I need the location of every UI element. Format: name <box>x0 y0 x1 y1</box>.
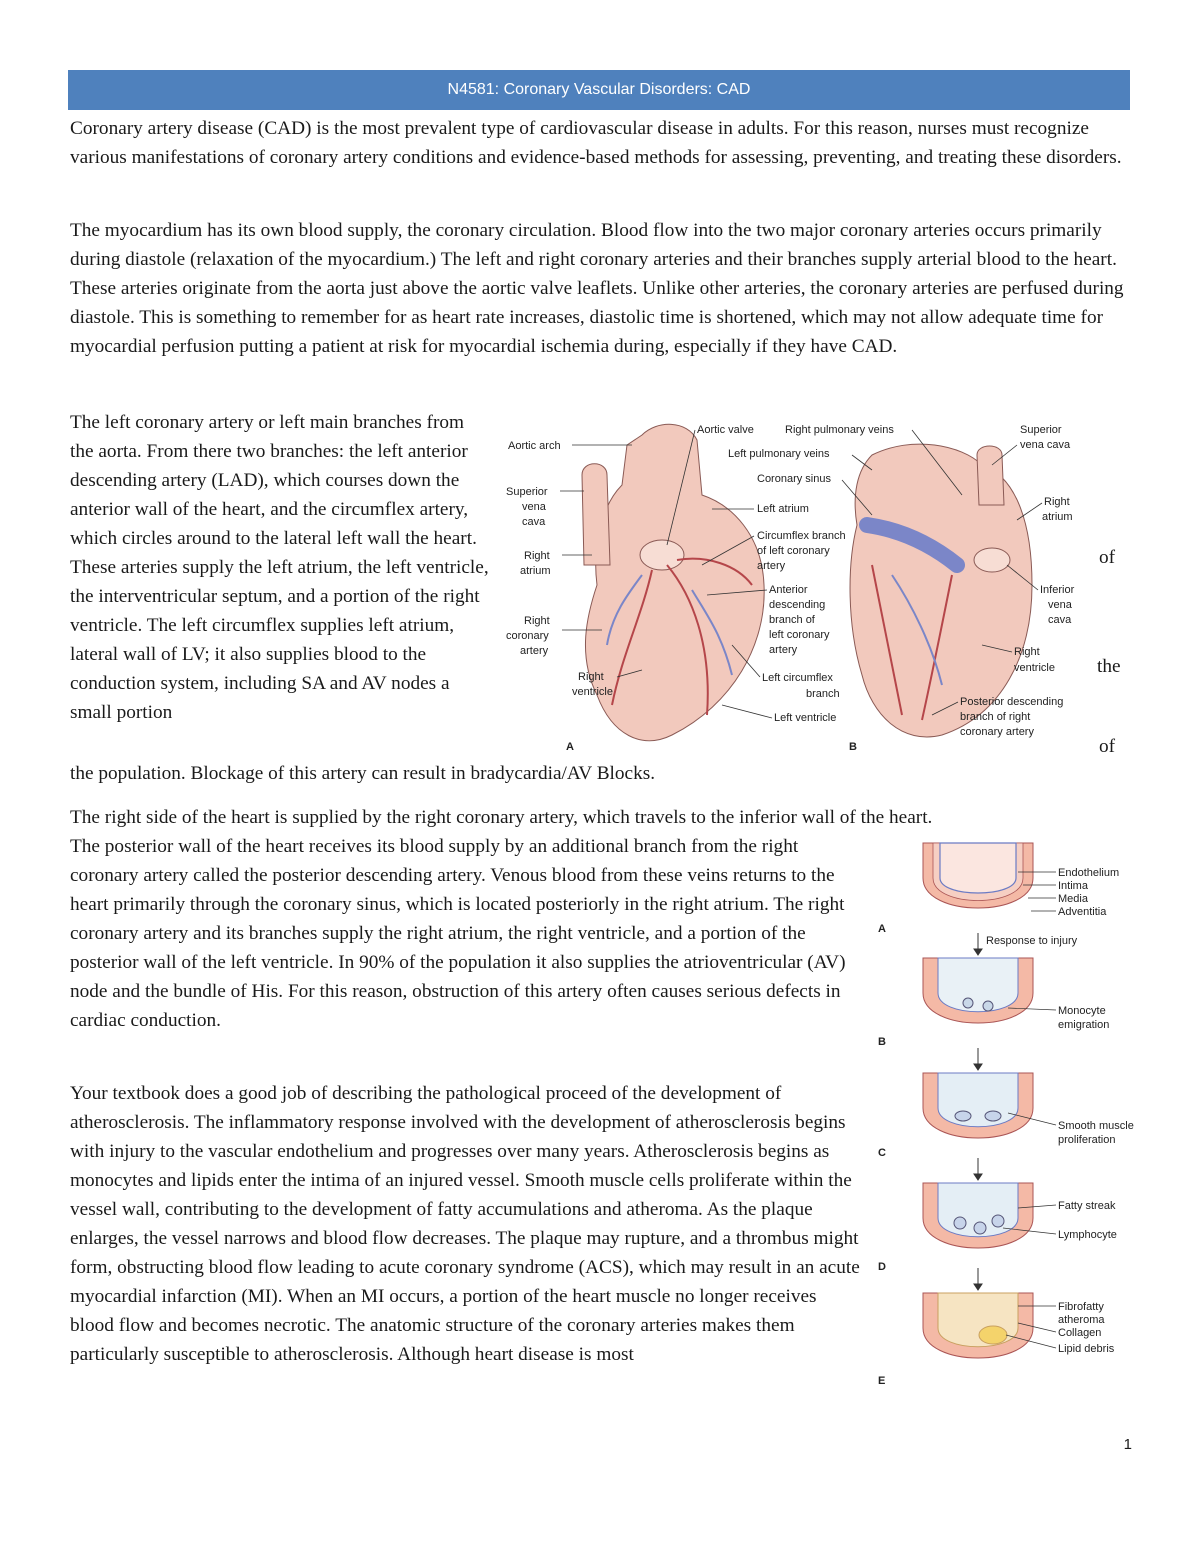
document-title: N4581: Coronary Vascular Disorders: CAD <box>447 81 751 98</box>
athero-panel-a: A <box>878 923 886 935</box>
athero-panel-e: E <box>878 1375 886 1387</box>
athero-panel-c: C <box>878 1147 886 1159</box>
label-right-pulmonary-veins: Right pulmonary veins <box>785 424 894 436</box>
label-inferior-vena-cava-2: vena <box>1048 599 1072 611</box>
label-fibrofatty-2: atheroma <box>1058 1314 1105 1326</box>
paragraph-left-coronary-a: The left coronary artery or left main branches from the aorta. From there two branches: the left anterior descending artery (LAD), which courses down the anterior wall of the heart, and the circumflex artery, which circles around to the lateral left wall <box>70 412 469 549</box>
stage-c-vessel <box>923 1073 1033 1138</box>
heart-posterior-view <box>850 444 1032 737</box>
label-superior-vena-cava-a1: Superior <box>506 486 548 498</box>
page-number: 1 <box>1123 1436 1132 1453</box>
label-anterior-5: artery <box>769 644 798 656</box>
label-right-ventricle-a1: Right <box>578 671 604 683</box>
label-anterior-2: descending <box>769 599 826 611</box>
label-circumflex-1: Circumflex branch <box>757 530 846 542</box>
label-left-ventricle: Left ventricle <box>774 712 837 724</box>
athero-panel-b: B <box>878 1036 886 1048</box>
label-right-coronary-a3: artery <box>520 645 549 657</box>
label-adventitia: Adventitia <box>1058 906 1107 918</box>
paragraph-left-coronary-c: left atrium, lateral wall of LV; it also supplies blood to the conduction system, including SA and AV nodes a small portion <box>70 615 455 723</box>
label-circumflex-3: artery <box>757 560 786 572</box>
label-response-to-injury: Response to injury <box>986 935 1078 947</box>
paragraph-right-coronary: The posterior wall of the heart receives its blood supply by an additional branch from the right coronary artery called the posterior descending artery. Venous blood from these veins returns to the heart primarily through the coronary sinus, which is located posteriorly in the right atrium. The right coronary artery and its branches supply the right atrium, the right ventricle, and a portion of the posterior wall of the left ventricle. In 90% of the population it also supplies the atrioventricular (AV) node and the bundle of His. For this reason, obstruction of this artery often causes serious defects in cardiac conduction. <box>70 836 846 1031</box>
label-superior-vena-cava-b1: Superior <box>1020 424 1062 436</box>
label-media: Media <box>1058 893 1088 905</box>
label-right-ventricle-b2: ventricle <box>1014 662 1055 674</box>
label-endothelium: Endothelium <box>1058 867 1120 879</box>
document-title-bar <box>68 70 1130 110</box>
label-right-atrium-a1: Right <box>524 550 550 562</box>
label-inferior-vena-cava-3: cava <box>1048 614 1072 626</box>
label-anterior-1: Anterior <box>769 584 808 596</box>
label-superior-vena-cava-a2: vena <box>522 501 546 513</box>
atherosclerosis-stages-figure <box>868 838 1158 1398</box>
paragraph-atherosclerosis: Your textbook does a good job of describing the pathological proceed of the development of atherosclerosis. The inflammatory response involved with the development of atherosclerosis begins with injury to the vascular endothelium and progresses over many years. Atherosclerosis begins as monocytes and lipids enter the intima of an injured vessel. Smooth muscle cells proliferate within the vessel wall, contributing to the development of fatty accumulations and atheroma. As the plaque enlarges, the vessel narrows and blood flow decreases. The plaque may rupture, and a thrombus might form, obstructing blood flow leading to acute coronary syndrome (ACS), which may result in an acute myocardial infarction (MI). When an MI occurs, a portion of the heart muscle no longer receives blood flow and becomes necrotic. The anatomic structure of the coronary arteries makes them particularly susceptible to atherosclerosis. Although heart disease is most <box>70 1083 860 1365</box>
justified-word-of-2: of <box>1099 736 1116 757</box>
label-lymphocyte: Lymphocyte <box>1058 1229 1117 1241</box>
label-inferior-vena-cava-1: Inferior <box>1040 584 1075 596</box>
label-right-atrium-a2: atrium <box>520 565 551 577</box>
label-coronary-sinus: Coronary sinus <box>757 473 831 485</box>
label-collagen: Collagen <box>1058 1327 1102 1339</box>
label-right-coronary-a2: coronary <box>506 630 549 642</box>
label-smooth-muscle-1: Smooth muscle <box>1058 1120 1134 1132</box>
label-aortic-valve: Aortic valve <box>697 424 754 436</box>
paragraph-right-coronary-first-line: The right side of the heart is supplied by the right coronary artery, which travels to the inferior wall of the heart. <box>70 807 933 828</box>
paragraph-coronary-circulation: The myocardium has its own blood supply, the coronary circulation. Blood flow into the two major coronary arteries occurs primarily during diastole (relaxation of the myocardium.) The left and right coronary arteries and their branches supply arterial blood to the heart. These arteries originate from the aorta just above the aortic valve leaflets. Unlike other arteries, the coronary arteries are perfused during diastole. This is something to remember for as heart rate increases, diastolic time is shortened, which may not allow adequate time for myocardial perfusion putting a patient at risk for myocardial ischemia during, especially if they have CAD. <box>70 220 1124 357</box>
panel-letter-b: B <box>849 741 857 753</box>
label-monocyte-1: Monocyte <box>1058 1005 1106 1017</box>
athero-panel-d: D <box>878 1261 886 1273</box>
label-superior-vena-cava-b2: vena cava <box>1020 439 1071 451</box>
label-left-circumflex-1: Left circumflex <box>762 672 833 684</box>
paragraph-cad-intro: Coronary artery disease (CAD) is the most prevalent type of cardiovascular disease in adults. For this reason, nurses must recognize various manifestations of coronary artery conditions and evidence-based methods for assessing, preventing, and treating these disorders. <box>70 118 1122 168</box>
justified-word-of-1: of <box>1099 547 1116 568</box>
label-left-pulmonary-veins: Left pulmonary veins <box>728 448 830 460</box>
panel-letter-a: A <box>566 741 574 753</box>
label-anterior-3: branch of <box>769 614 815 626</box>
label-fibrofatty-1: Fibrofatty <box>1058 1301 1104 1313</box>
label-left-circumflex-2: branch <box>806 688 840 700</box>
stage-a-vessel <box>923 843 1033 908</box>
justified-word-the: the <box>1097 656 1121 677</box>
label-circumflex-2: of left coronary <box>757 545 830 557</box>
label-lipid-debris: Lipid debris <box>1058 1343 1115 1355</box>
label-posterior-2: branch of right <box>960 711 1031 723</box>
label-right-ventricle-a2: ventricle <box>572 686 613 698</box>
coronary-arteries-figure <box>492 415 1094 760</box>
label-smooth-muscle-2: proliferation <box>1058 1134 1116 1146</box>
label-left-atrium: Left atrium <box>757 503 809 515</box>
stage-e-vessel <box>923 1293 1033 1358</box>
paragraph-left-coronary-tail: the population. Blockage of this artery can result in bradycardia/AV Blocks. <box>70 763 656 784</box>
label-right-ventricle-b1: Right <box>1014 646 1040 658</box>
label-aortic-arch: Aortic arch <box>508 440 561 452</box>
label-intima: Intima <box>1058 880 1088 892</box>
label-anterior-4: left coronary <box>769 629 830 641</box>
stage-d-vessel <box>923 1183 1033 1248</box>
label-right-coronary-a1: Right <box>524 615 550 627</box>
label-fatty-streak: Fatty streak <box>1058 1200 1116 1212</box>
stage-b-vessel <box>923 958 1033 1023</box>
paragraph-left-coronary-b: the heart. These arteries supply the left atrium, the left ventricle, the interventricular septum, and a portion of the right ventricle. The left circumflex supplies <box>70 528 489 636</box>
label-superior-vena-cava-a3: cava <box>522 516 546 528</box>
label-right-atrium-b2: atrium <box>1042 511 1073 523</box>
label-monocyte-2: emigration <box>1058 1019 1110 1031</box>
label-posterior-3: coronary artery <box>960 726 1034 738</box>
label-posterior-1: Posterior descending <box>960 696 1064 708</box>
label-right-atrium-b1: Right <box>1044 496 1070 508</box>
paragraph-left-coronary <box>70 408 490 727</box>
